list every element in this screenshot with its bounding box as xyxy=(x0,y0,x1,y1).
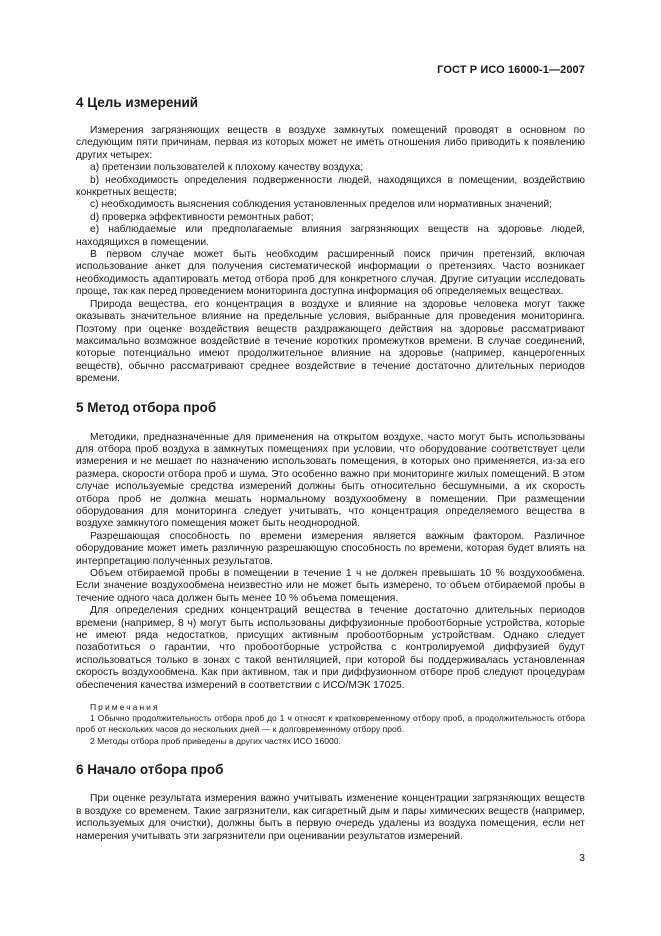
section-6-paragraph: При оценке результата измерения важно учитывать изменение концентрации загрязняющих веществ в воздухе со временем. Такие загрязнители, как сигаретный дым и пары химических веществ (например, используемых для очистки), должны быть в первую очередь удалены из воздуха помещения, если нет намерения учитывать эти загрязнители при оценивании результатов измерений. xyxy=(76,793,585,842)
note-item: 2 Методы отбора проб приведены в других частях ИСО 16000. xyxy=(90,735,341,746)
section-4-paragraph: В первом случае может быть необходим расширенный поиск причин претензий, включая использование анкет для получения систематической информации о претензиях. Часто возникает необходимость адаптировать метод отбора проб для конкретного случая. Другие ситуации исследовать проще, так как перед проведением мониторинга доступна информация об определяемых веществах. xyxy=(76,249,585,298)
section-5-paragraph: Разрешающая способность по времени измерения является важным фактором. Различное оборудование может иметь различную разрешающую способность по времени, которая будет влиять на интерпретацию полученных результатов. xyxy=(76,530,585,567)
note-item: 1 Обычно продолжительность отбора проб до 1 ч относят к кратковременному отбору проб, а продолжительность отбора проб от нескольких часов до нескольких дней — к долговременному отбору проб. xyxy=(76,713,585,735)
section-5-paragraph: Методики, предназначенные для применения на открытом воздухе, часто могут быть использованы для отбора проб воздуха в замкнутых помещениях при условии, что оборудование соответствует цели измерения и не мешает по назначению использовать помещения, в которых оно применяется, из-за его размера, скорости отбора проб и шума. Это особенно важно при мониторинге жилых помещений. В этом случае используемые средства измерений должны быть относительно бесшумными, а их скорость отбора проб не должна мешать нормальному воздухообмену в помещении. При размещении оборудования для мониторинга следует учитывать, что концентрация определяемого вещества в воздухе замкнутого помещения может быть неоднородной. xyxy=(76,431,585,530)
section-6-title: 6 Начало отбора проб xyxy=(76,762,224,778)
section-4-paragraph: Измерения загрязняющих веществ в воздухе замкнутых помещений проводят в основном по следующим пяти причинам, первая из которых может не иметь отношения либо приводить к появлению других четырех: xyxy=(76,125,585,161)
document-header: ГОСТ Р ИСО 16000-1—2007 xyxy=(437,64,585,76)
list-item: d) проверка эффективности ремонтных работ; xyxy=(90,211,314,223)
notes-title: Примечания xyxy=(90,702,160,713)
page-content xyxy=(76,95,585,843)
section-5-paragraph: Для определения средних концентраций вещества в течение достаточно длительных периодов времени (например, 8 ч) могут быть использованы диффузионные пробоотборные устройства, которые не имеют ряда недостатков, присущих активным пробоотборным устройствам. Однако следует позаботиться о гарантии, что пробоотборные устройства с контролируемой диффузией будут использоваться только в зонах с такой вентиляцией, при которой бы поддерживалась установленная скорость воздухообмена. Как при активном, так и при диффузионном отборе проб следуют процедурам обеспечения качества измерений в соответствии с ИСО/МЭК 17025. xyxy=(76,605,585,691)
list-item: е) наблюдаемые или предполагаемые влияния загрязняющих веществ на здоровье людей, находящихся в помещении. xyxy=(76,224,585,248)
section-5-paragraph: Объем отбираемой пробы в помещении в течение 1 ч не должен превышать 10 % воздухообмена. Если значение воздухообмена неизвестно или не может быть измерено, то объем отбираемой пробы в течение одного часа должен быть менее 10 % объема помещения. xyxy=(76,568,585,604)
list-item: с) необходимость выяснения соблюдения установленных пределов или нормативных значений; xyxy=(90,199,552,211)
list-item: а) претензии пользователей к плохому качеству воздуха; xyxy=(90,162,364,174)
list-item: b) необходимость определения подверженности людей, находящихся в помещении, воздействию конкретных веществ; xyxy=(76,174,585,199)
section-4-title: 4 Цель измерений xyxy=(76,95,199,110)
page-number: 3 xyxy=(579,852,585,864)
section-4-paragraph: Природа вещества, его концентрация в воздухе и влияние на здоровье человека могут также оказывать значительное влияние на предельные условия, выбранные для проведения мониторинга. Поэтому при оценке воздействия веществ раздражающего действия на здоровье рассматривают максимально возможное воздействие в течение коротких промежутков времени. В случае соединений, которые потенциально имеют продолжительное влияние на здоровье (например, канцерогенных веществ), обычно рассматривают среднее воздействие в течение достаточно длительных периодов времени. xyxy=(76,298,585,385)
section-5-title: 5 Метод отбора проб xyxy=(76,399,217,415)
